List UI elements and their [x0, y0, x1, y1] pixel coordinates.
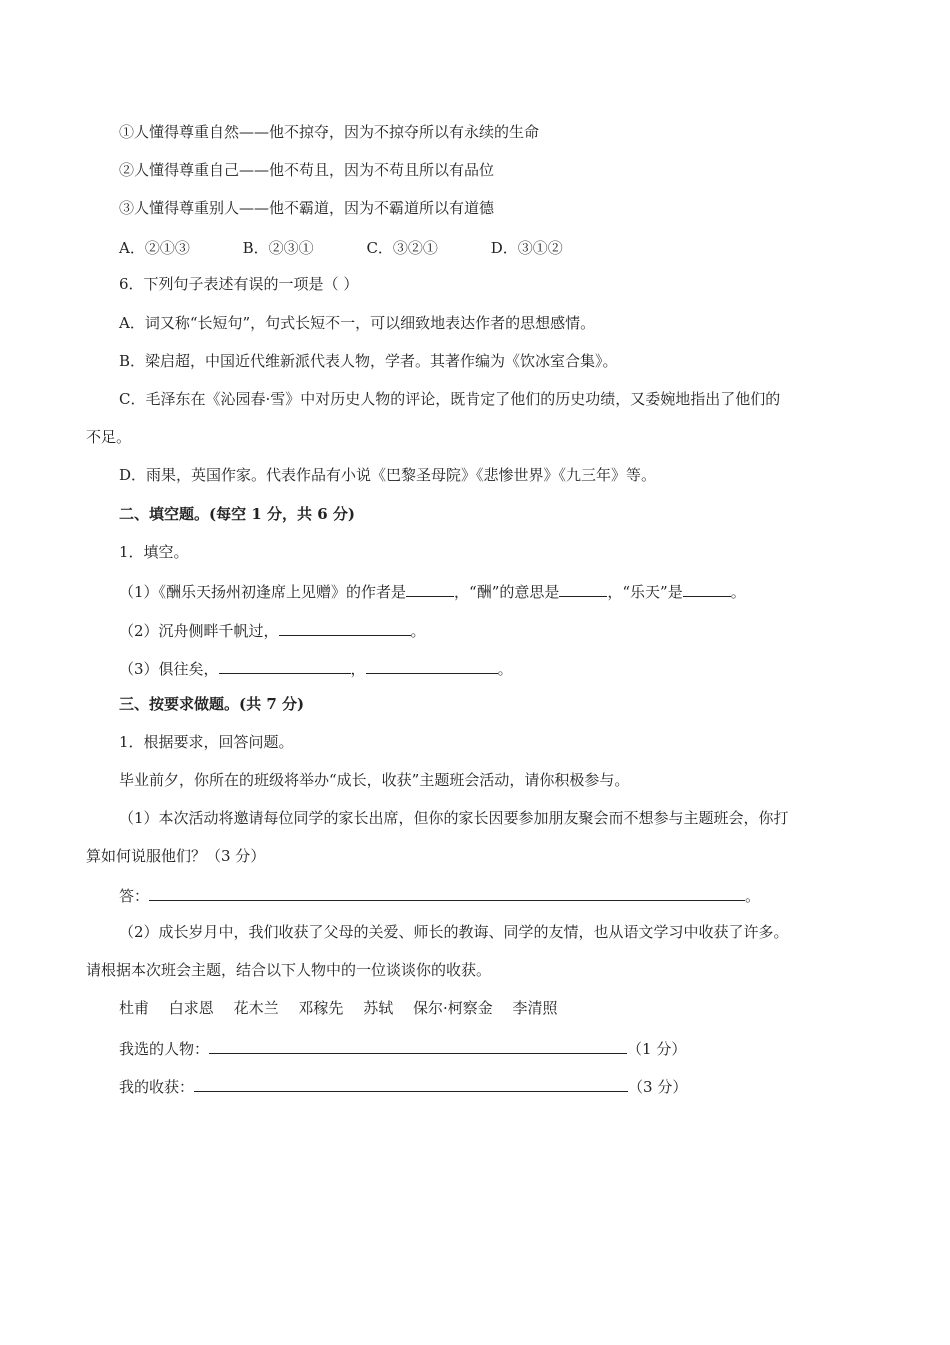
section3-part1: （1）本次活动将邀请每位同学的家长出席，但你的家长因要参加朋友聚会而不想参与主题班会，你打	[119, 809, 789, 827]
q6-option-a: A．词又称“长短句”，句式长短不一，可以细致地表达作者的思想感情。	[119, 314, 596, 332]
section2-heading: 二、填空题。(每空 1 分，共 6 分)	[119, 505, 355, 523]
q5-option-d: D．③①②	[490, 239, 563, 257]
statement-2: ②人懂得尊重自己——他不苟且，因为不苟且所以有品位	[119, 161, 495, 179]
q6-stem: 6．下列句子表述有误的一项是（ ）	[119, 275, 359, 293]
chosen-person-score: （1 分）	[627, 1040, 687, 1058]
section3-part2: （2）成长岁月中，我们收获了父母的关爱、师长的教诲、同学的友情，也从语文学习中收获了许多。	[119, 923, 789, 941]
section3-q1: 1．根据要求，回答问题。	[119, 733, 294, 751]
q6-option-b: B．梁启超，中国近代维新派代表人物，学者。其著作编为《饮冰室合集》。	[119, 352, 618, 370]
q6-option-d: D．雨果，英国作家。代表作品有小说《巴黎圣母院》《悲惨世界》《九三年》等。	[119, 466, 657, 484]
answer-label: 答：	[119, 887, 150, 905]
section2-q1: 1．填空。	[119, 543, 189, 561]
answer-field[interactable]	[149, 884, 745, 901]
q6-option-c-cont: 不足。	[86, 428, 132, 446]
fill-item-2: （2）沉舟侧畔千帆过， 。	[119, 619, 426, 641]
chosen-person-line	[119, 1037, 686, 1059]
blank-poem-line-a[interactable]	[219, 657, 351, 674]
blank-chou-meaning[interactable]	[559, 580, 607, 597]
fill-item-1: （1）《酬乐天扬州初逢席上见赠》的作者是 ，“酬”的意思是 ，“乐天”是 。	[119, 580, 746, 602]
blank-poem-line-b[interactable]	[366, 657, 498, 674]
gain-line	[119, 1075, 687, 1097]
q5-option-a: A．②①③	[119, 239, 190, 257]
person-deng-jiaxian: 邓稼先	[298, 999, 344, 1017]
person-bethune: 白求恩	[168, 999, 214, 1017]
gain-field[interactable]	[194, 1075, 628, 1092]
statement-3: ③人懂得尊重别人——他不霸道，因为不霸道所以有道德	[119, 199, 495, 217]
fill-item-3: （3）俱往矣， ， 。	[119, 657, 513, 679]
blank-poem-line[interactable]	[279, 619, 411, 636]
section3-part1-cont: 算如何说服他们？（3 分）	[86, 847, 266, 865]
person-hua-mulan: 花木兰	[233, 999, 279, 1017]
section3-heading: 三、按要求做题。(共 7 分)	[119, 695, 305, 713]
person-su-shi: 苏轼	[363, 999, 394, 1017]
section3-part2-cont: 请根据本次班会主题，结合以下人物中的一位谈谈你的收获。	[86, 961, 492, 979]
answer-line: 答： 。	[119, 884, 760, 906]
blank-letian[interactable]	[683, 580, 731, 597]
chosen-person-field[interactable]	[209, 1037, 627, 1054]
person-pavel-korchagin: 保尔·柯察金	[412, 999, 493, 1017]
q5-options	[119, 238, 563, 258]
person-li-qingzhao: 李清照	[512, 999, 558, 1017]
q5-option-c: C．③②①	[366, 239, 438, 257]
blank-author[interactable]	[406, 580, 454, 597]
gain-score: （3 分）	[628, 1078, 688, 1096]
q6-option-c: C．毛泽东在《沁园春·雪》中对历史人物的评论，既肯定了他们的历史功绩，又委婉地指出了他们的	[119, 390, 781, 408]
people-list	[119, 998, 558, 1018]
section3-context: 毕业前夕，你所在的班级将举办“成长，收获”主题班会活动，请你积极参与。	[119, 771, 630, 789]
gain-label: 我的收获：	[119, 1078, 195, 1096]
person-du-fu: 杜甫	[119, 999, 150, 1017]
statement-1: ①人懂得尊重自然——他不掠夺，因为不掠夺所以有永续的生命	[119, 123, 540, 141]
q5-option-b: B．②③①	[242, 239, 314, 257]
chosen-person-label: 我选的人物：	[119, 1040, 210, 1058]
